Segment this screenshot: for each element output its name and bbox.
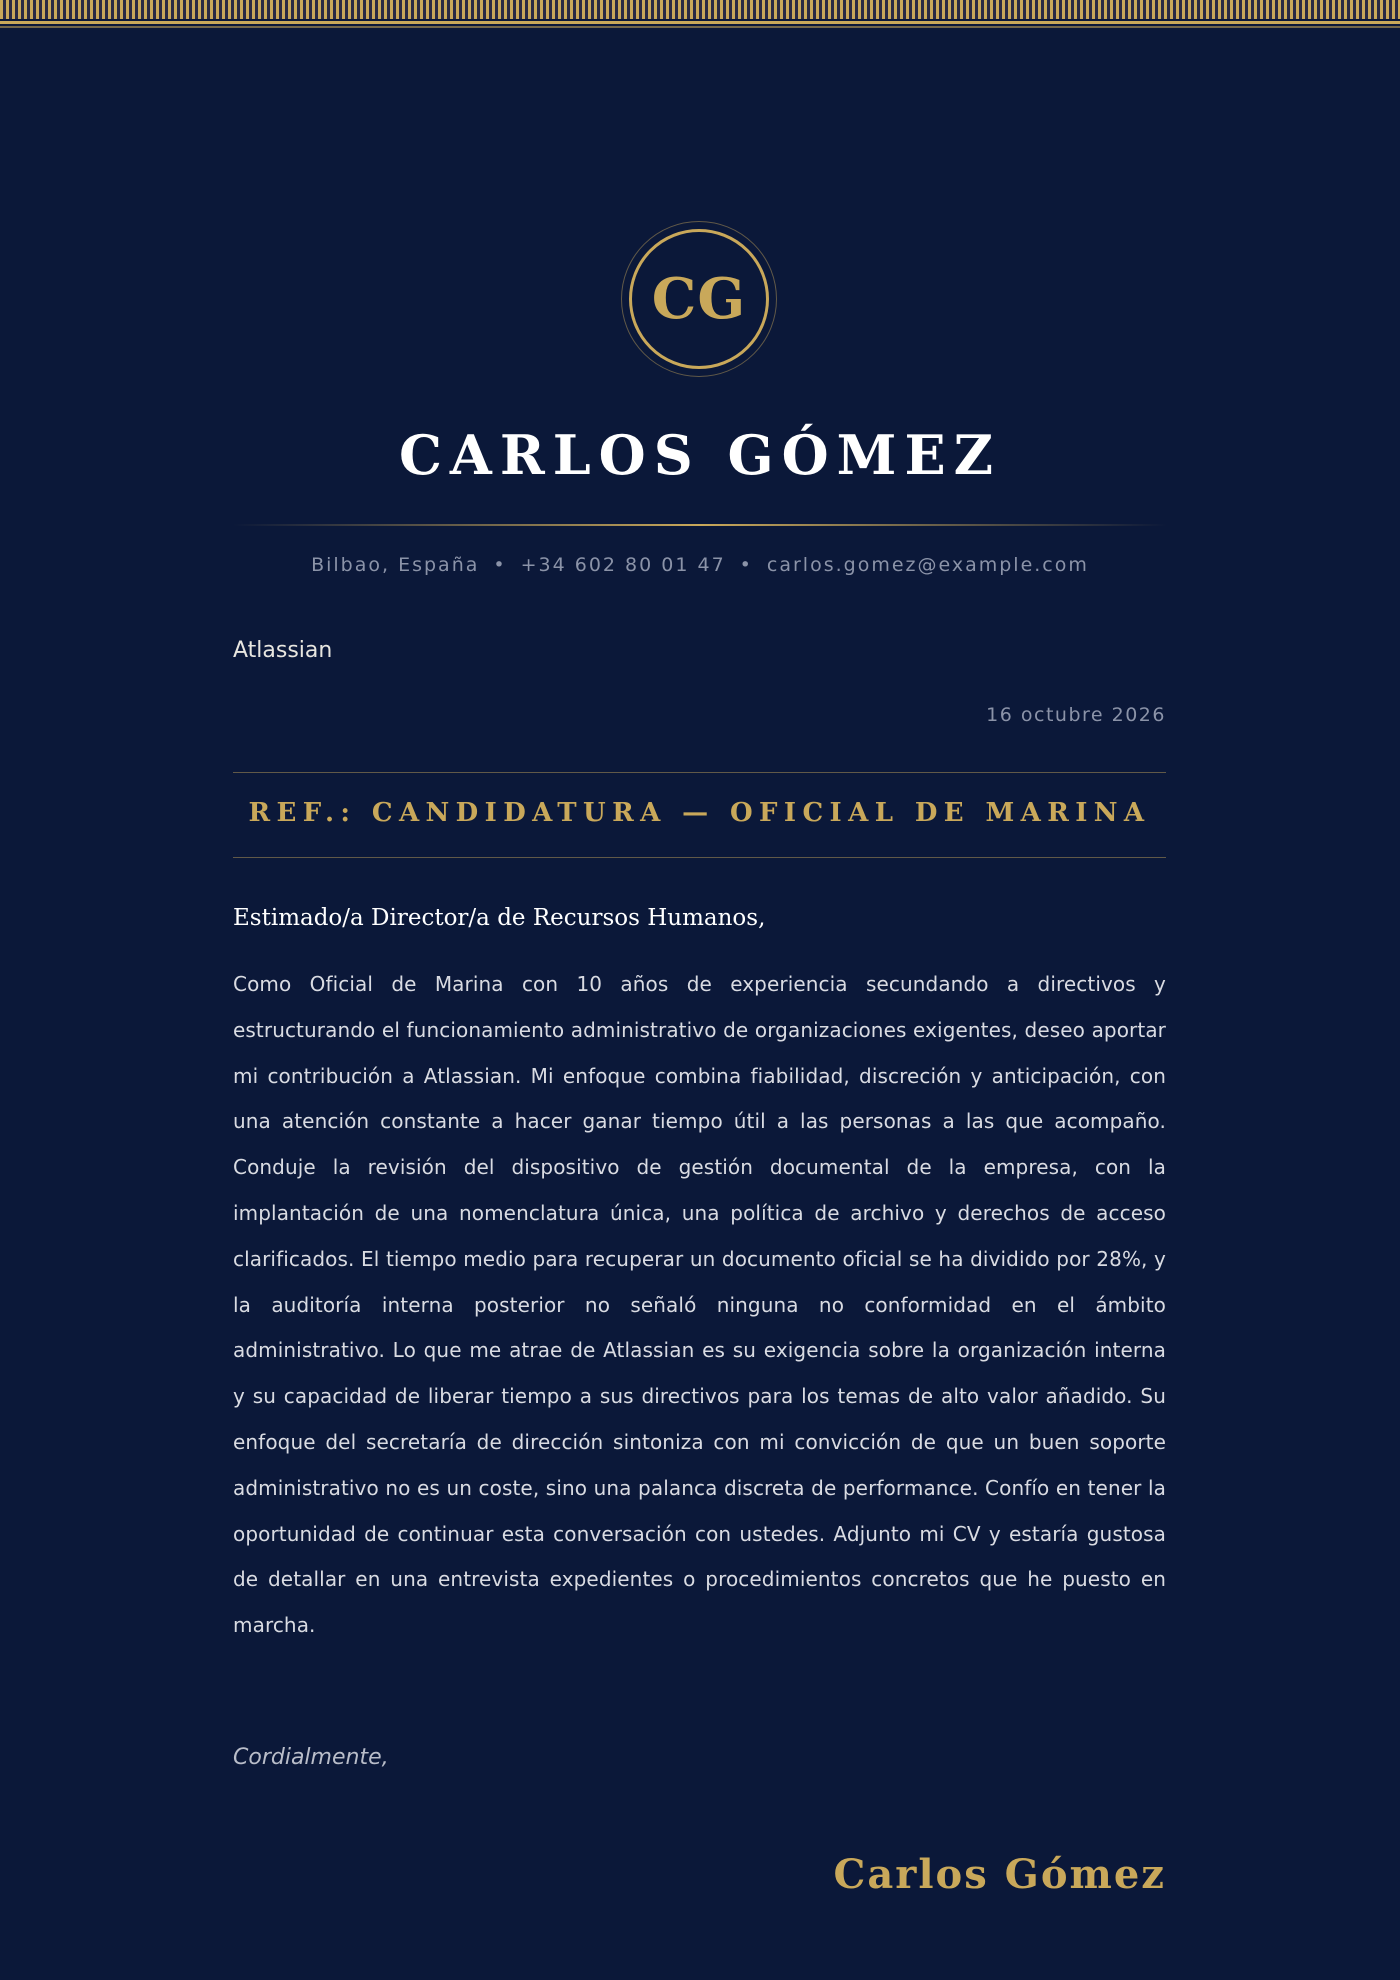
- gold-rule-thin: [0, 26, 1400, 28]
- letter-date: 16 octubre 2026: [986, 704, 1166, 726]
- contact-email: carlos.gomez@example.com: [766, 554, 1089, 576]
- contact-separator: •: [493, 554, 507, 576]
- monogram: CG: [629, 229, 769, 369]
- contact-line: [0, 550, 1400, 580]
- closing: Cordialmente,: [233, 1745, 389, 1770]
- top-decorative-band: [0, 0, 1400, 30]
- contact-location: Bilbao, España: [311, 554, 480, 576]
- reference-line: REF.: CANDIDATURA — OFICIAL DE MARINA: [248, 798, 1151, 828]
- letter-body: Como Oficial de Marina con 10 años de experiencia secundando a directivos y estructurando el funcionamiento administrativo de organizaciones exigentes, deseo aportar mi contribución a Atlassian. Mi enfoque combina fiabilidad, discreción y anticipación, con una atención constante a hacer ganar tiempo útil a las personas a las que acompaño. Conduje la revisión del dispositivo de gestión documental de la empresa, con la implantación de una nomenclatura única, una política de archivo y derechos de acceso clarificados. El tiempo medio para recuperar un documento oficial se ha dividido por 28%, y la auditoría interna posterior no señaló ninguna no conformidad en el ámbito administrativo. Lo que me atrae de Atlassian es su exigencia sobre la organización interna y su capacidad de liberar tiempo a sus directivos para los temas de alto valor añadido. Su enfoque del secretaría de dirección sintoniza con mi convicción de que un buen soporte administrativo no es un coste, sino una palanca discreta de performance. Confío en tener la oportunidad de continuar esta conversación con ustedes. Adjunto mi CV y estaría gustosa de detallar en una entrevista expedientes o procedimientos concretos que he puesto en marcha.: [233, 972, 1166, 1638]
- recipient-company: Atlassian: [233, 638, 333, 663]
- sender-name: CARLOS GÓMEZ: [398, 423, 1002, 487]
- gold-rule-thick: [0, 21, 1400, 24]
- name-divider: [233, 524, 1167, 526]
- reference-bottom-rule: [233, 857, 1166, 858]
- reference-top-rule: [233, 772, 1166, 773]
- gold-stripe-pattern: [0, 0, 1400, 19]
- salutation: Estimado/a Director/a de Recursos Humanos,: [233, 905, 766, 931]
- contact-separator: •: [739, 554, 753, 576]
- signature: Carlos Gómez: [833, 1851, 1166, 1898]
- contact-phone: +34 602 80 01 47: [520, 554, 726, 576]
